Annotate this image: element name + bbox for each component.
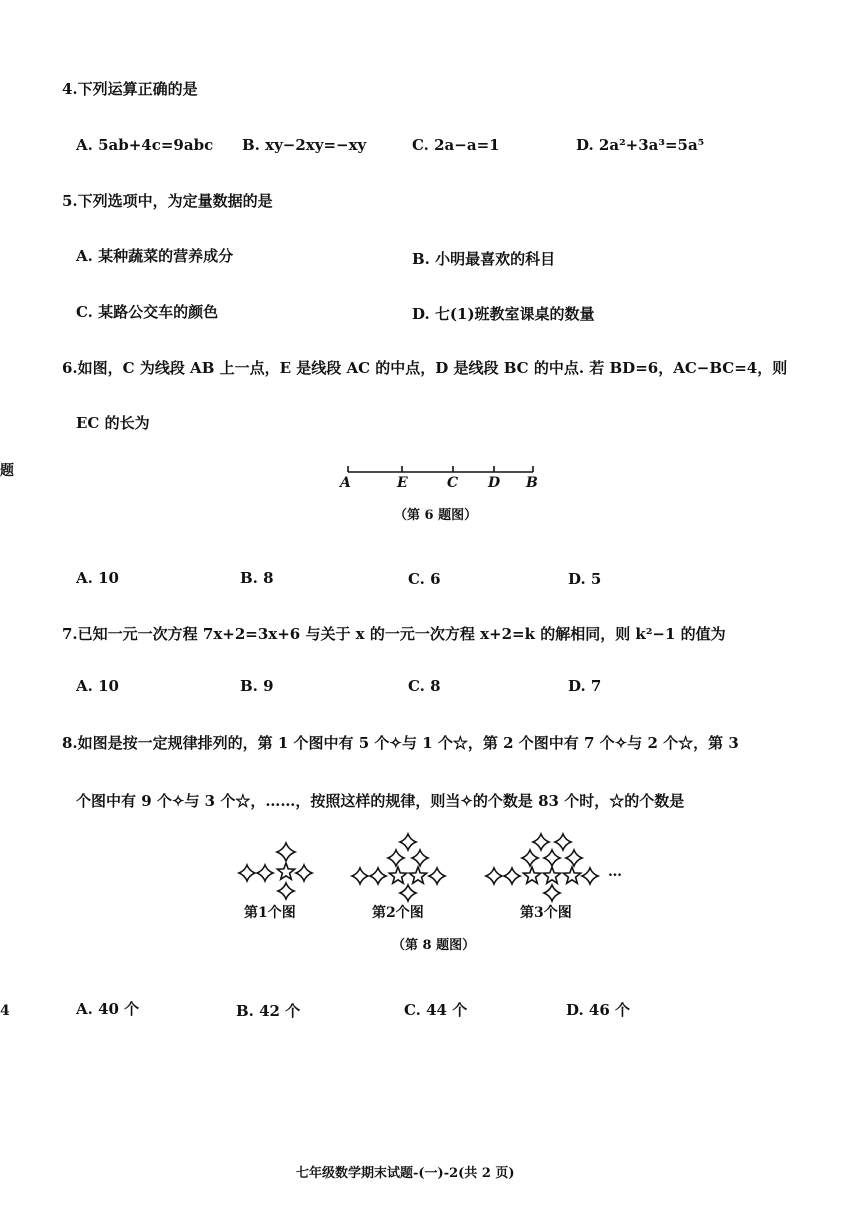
q7-text: 已知一元一次方程 7x+2=3x+6 与关于 x 的一元一次方程 x+2=k 的解相同，则 k²−1 的值为	[77, 625, 726, 643]
fig3-sparkle	[522, 850, 538, 866]
fig2-sparkle	[388, 850, 404, 866]
q4-option-c: C. 2a−a=1	[412, 136, 500, 154]
q7-option-c: C. 8	[408, 677, 441, 695]
q8-text-line1: 如图是按一定规律排列的，第 1 个图中有 5 个✧与 1 个☆，第 2 个图中有 7 个✧与 2 个☆，第 3	[77, 734, 739, 752]
q4-option-a: A. 5ab+4c=9abc	[76, 136, 214, 154]
q4-number: 4.	[62, 80, 78, 98]
fig1-star	[277, 863, 294, 879]
q6-number: 6.	[62, 359, 78, 377]
fig2-sparkle	[429, 868, 445, 884]
point-label-e: E	[397, 475, 408, 491]
point-label-c: C	[447, 475, 459, 491]
q7-option-d: D. 7	[568, 677, 602, 695]
fig3-sparkle	[555, 834, 571, 850]
fig1-sparkle	[239, 865, 255, 881]
q8-figure-label-2: 第2个图	[372, 905, 424, 921]
q6-option-b: B. 8	[240, 569, 274, 587]
q4-option-d: D. 2a²+3a³=5a⁵	[576, 136, 705, 154]
fig2-star	[389, 867, 406, 883]
q4-text: 下列运算正确的是	[77, 80, 198, 98]
fig1-sparkle	[278, 883, 294, 899]
fig3-sparkle	[582, 868, 598, 884]
point-label-b: B	[526, 475, 538, 491]
q8-number: 8.	[62, 734, 78, 752]
q8-option-b: B. 42 个	[236, 1002, 301, 1020]
fig3-star	[543, 867, 560, 883]
q5-option-d: D. 七(1)班教室课桌的数量	[412, 305, 595, 323]
fig3-sparkle	[566, 850, 582, 866]
fig3-sparkle	[544, 885, 560, 901]
fig3-sparkle	[486, 868, 502, 884]
q8-option-a: A. 40 个	[76, 1000, 140, 1018]
point-label-a: A	[340, 475, 351, 491]
q8-figure-ellipsis: …	[608, 864, 622, 880]
q4-option-b: B. xy−2xy=−xy	[242, 136, 367, 154]
q6-text-line1: 如图，C 为线段 AB 上一点，E 是线段 AC 的中点，D 是线段 BC 的中点. 若 BD=6，AC−BC=4，则	[77, 359, 788, 377]
fig3-sparkle	[504, 868, 520, 884]
fig1-sparkle	[257, 865, 273, 881]
fig2-sparkle	[352, 868, 368, 884]
fig2-sparkle	[400, 834, 416, 850]
fig3-sparkle	[544, 850, 560, 866]
point-label-d: D	[488, 475, 501, 491]
margin-mark-top: 题	[0, 463, 14, 479]
q7-option-b: B. 9	[240, 677, 274, 695]
fig1-sparkle	[277, 843, 295, 861]
margin-mark-bottom: 4	[0, 1003, 10, 1019]
q8-option-c: C. 44 个	[404, 1001, 468, 1019]
fig3-sparkle	[533, 834, 549, 850]
q8-option-d: D. 46 个	[566, 1001, 631, 1019]
page-footer: 七年级数学期末试题-(一)-2(共 2 页)	[296, 1166, 515, 1181]
q5-option-b: B. 小明最喜欢的科目	[412, 250, 556, 268]
q7-option-a: A. 10	[76, 677, 119, 695]
q6-option-c: C. 6	[408, 570, 441, 588]
fig2-sparkle	[412, 850, 428, 866]
fig2-sparkle	[400, 885, 416, 901]
q5-number: 5.	[62, 192, 78, 210]
q5-option-c: C. 某路公交车的颜色	[76, 303, 219, 321]
q8-figure-label-1: 第1个图	[244, 905, 296, 921]
q7-number: 7.	[62, 625, 78, 643]
q8-stem-line2: 个图中有 9 个✧与 3 个☆，……，按照这样的规律，则当✧的个数是 83 个时，☆的个数是	[76, 792, 685, 810]
q6-figure-caption: （第 6 题图）	[394, 508, 478, 523]
q8-figure-caption: （第 8 题图）	[392, 938, 476, 953]
fig2-sparkle	[370, 868, 386, 884]
q5-text: 下列选项中，为定量数据的是	[77, 192, 273, 210]
q5-option-a: A. 某种蔬菜的营养成分	[76, 247, 234, 265]
q6-stem-line2: EC 的长为	[76, 414, 150, 432]
q6-option-d: D. 5	[568, 570, 602, 588]
fig2-star	[409, 867, 426, 883]
q6-option-a: A. 10	[76, 569, 119, 587]
fig3-star	[523, 867, 540, 883]
q8-figure-label-3: 第3个图	[520, 905, 572, 921]
fig1-sparkle	[296, 865, 312, 881]
fig3-star	[563, 867, 580, 883]
